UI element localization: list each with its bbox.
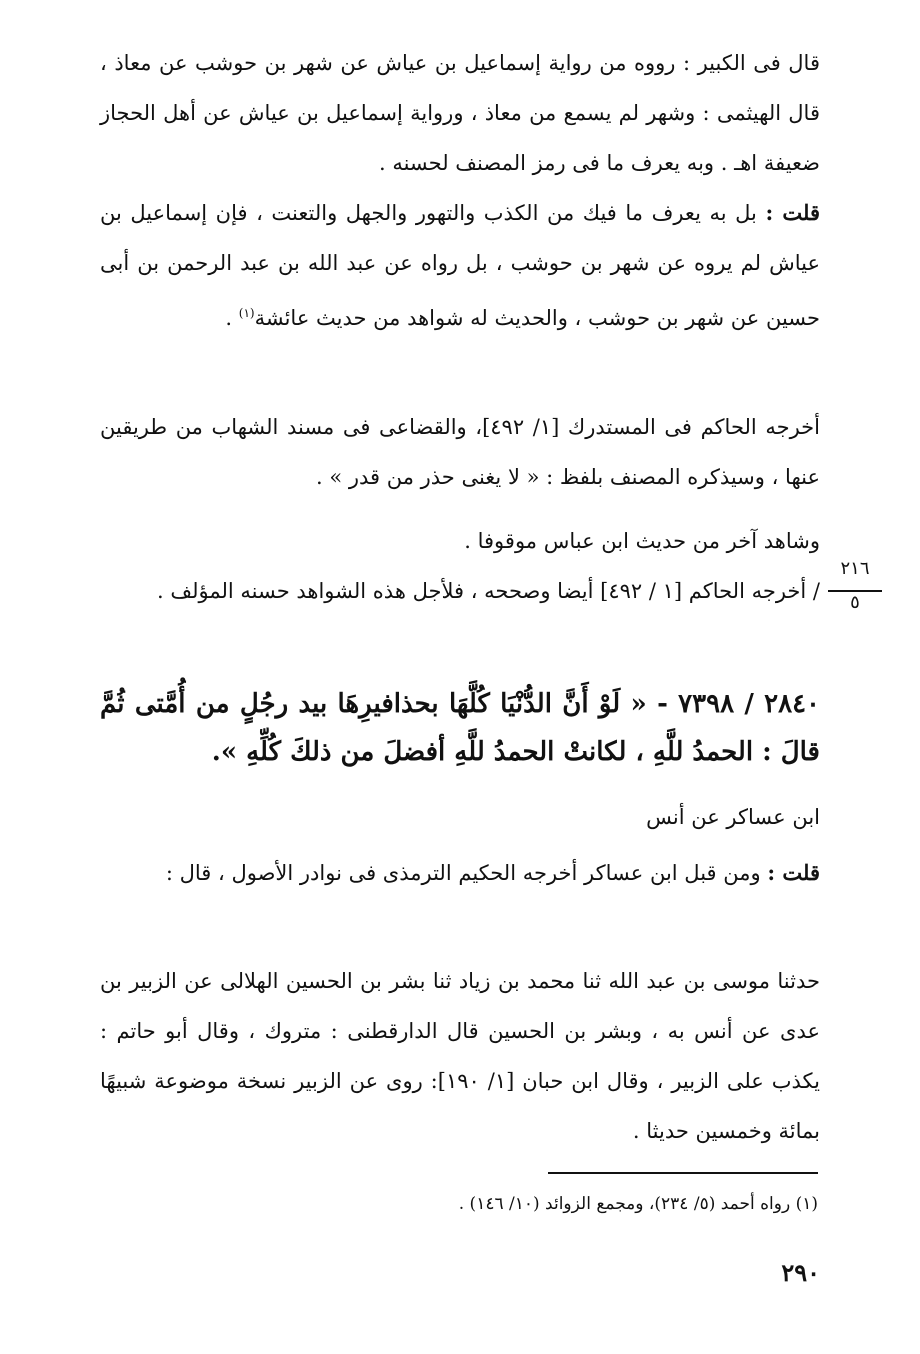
paragraph-2-text: بل به يعرف ما فيك من الكذب والتهور والجهل والتعنت ، فإن إسماعيل بن عياش لم يروه عن شهر بن حوشب ، بل رواه عن عبد الله بن عبد الرحمن بن أبى حسين عن شهر بن حوشب ، والحديث له شواهد من حديث عائشة — [100, 201, 820, 330]
hadith-block — [100, 680, 820, 776]
paragraph-4: وشاهد آخر من حديث ابن عباس موقوفا . — [464, 529, 820, 553]
margin-reference-bottom: ٥ — [850, 592, 860, 613]
margin-reference-top: ٢١٦ — [840, 558, 870, 579]
paragraph-2-block — [100, 188, 820, 343]
paragraph-2 — [100, 188, 820, 343]
paragraph-6-lead: قلت : — [767, 860, 820, 885]
paragraph-3: أخرجه الحاكم فى المستدرك [١/ ٤٩٢]، والقضاعى فى مسند الشهاب من طريقين عنها ، وسيذكره المصنف بلفظ : « لا يغنى حذر من قدر » . — [100, 415, 820, 489]
footnote: (١) رواه أحمد (٥/ ٢٣٤)، ومجمع الزوائد (١٠/ ١٤٦) . — [458, 1194, 818, 1214]
margin-rule — [828, 590, 882, 592]
paragraph-7-block — [100, 956, 820, 1156]
paragraph-2-lead: قلت : — [765, 200, 820, 225]
paragraph-5: / أخرجه الحاكم [١ / ٤٩٢] أيضا وصححه ، فلأجل هذه الشواهد حسنه المؤلف . — [157, 579, 820, 603]
paragraph-4-block — [100, 516, 820, 566]
page-number: ٢٩٠ — [781, 1258, 820, 1287]
margin-reference — [822, 558, 888, 614]
paragraph-5-block — [100, 566, 820, 616]
footnote-marker: (١) — [238, 306, 255, 320]
footnote-divider — [548, 1172, 818, 1174]
hadith-source: ابن عساكر عن أنس — [646, 805, 820, 829]
hadith-text: ٢٨٤٠ / ٧٣٩٨ - « لَوْ أَنَّ الدُّنْيَا كُلَّهَا بحذافيرِهَا بيد رجُلٍ من أُمَّتى ثُمَّ قالَ : الحمدُ للَّهِ ، لكانتْ الحمدُ للَّهِ أفضلَ من ذلكَ كُلِّهِ ». — [100, 689, 820, 767]
paragraph-6 — [100, 848, 820, 898]
hadith-source-block — [100, 792, 820, 842]
paragraph-7: حدثنا موسى بن عبد الله ثنا محمد بن زياد ثنا بشر بن الحسين الهلالى عن الزبير بن عدى عن أنس به ، وبشر بن الحسين قال الدارقطنى : متروك ، وقال أبو حاتم : يكذب على الزبير ، وقال ابن حبان [١/ ١٩٠]: روى عن الزبير نسخة موضوعة شبيهًا بمائة وخمسين حديثا . — [100, 969, 820, 1143]
paragraph-2-tail: . — [225, 306, 239, 330]
paragraph-1: قال فى الكبير : رووه من رواية إسماعيل بن عياش عن شهر بن حوشب عن معاذ ، قال الهيثمى : وشهر لم يسمع من معاذ ، ورواية إسماعيل بن عياش عن أهل الحجاز ضعيفة اهـ . وبه يعرف ما فى رمز المصنف لحسنه . — [100, 51, 820, 175]
paragraph-6-block — [100, 848, 820, 898]
paragraph-3-block — [100, 402, 820, 502]
paragraph-6-text: ومن قبل ابن عساكر أخرجه الحكيم الترمذى فى نوادر الأصول ، قال : — [165, 861, 768, 885]
paragraph-1-block — [100, 38, 820, 188]
